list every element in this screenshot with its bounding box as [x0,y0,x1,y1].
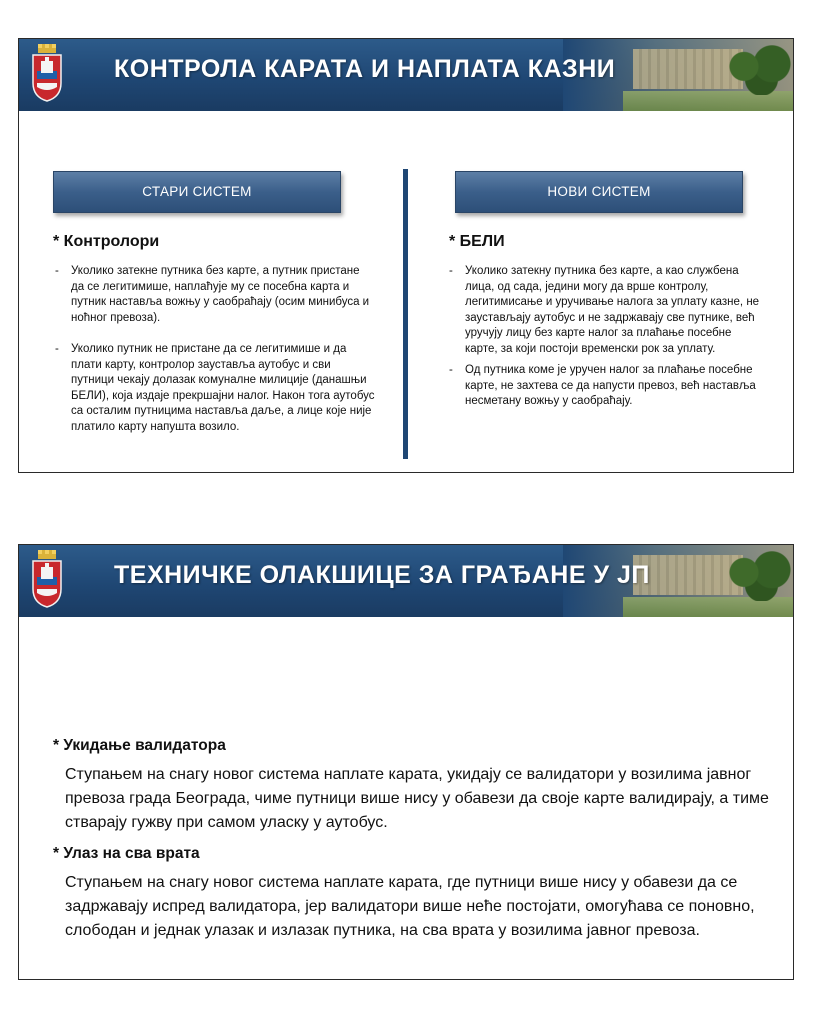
column-divider [403,169,408,459]
new-system-list [449,264,767,416]
list-item: - Уколико затекну путника без карте, а као службена лица, од сада, једини могу да врше контролу, легитимисање и уручивање налога за уплату казне, не заустављају аутобус и не задржавају све путнике, већ уручују лицу без карте налог за плаћање посебне карте, за који постоји временски рок за уплату. [449,264,767,357]
old-system-list [55,264,375,451]
slide-ticket-control [18,38,794,473]
section-text: Ступањем на снагу новог система наплате карата, где путници више нису у обавези да се задржавају испред валидатора, јер валидатори више неће постојати, омогућава се поновно, слободан и једнак улазак и излазак путника, на сва врата у возилима јавног превоза. [65,874,755,939]
slide-title: ТЕХНИЧКЕ ОЛАКШИЦЕ ЗА ГРАЂАНЕ У ЈП [114,561,650,589]
all-doors-entry-section [53,845,773,943]
slide-title: КОНТРОЛА КАРАТА И НАПЛАТА КАЗНИ [114,55,616,83]
validator-removal-section [53,737,773,835]
old-system-heading: * Контролори [53,233,160,250]
slide-technical-improvements [18,544,794,980]
list-item: - Уколико путник не пристане да се легитимише и да плати карту, контролор зауставља аутобус и сви путници чекају долазак комуналне милиције (данашњи БЕЛИ), која издаје прекршајни налог. Након тога аутобус са осталим путницима наставља даље, а лице које није платило карту напушта возило. [55,342,375,435]
list-item: - Од путника коме је уручен налог за плаћање посебне карте, не захтева се да напусти превоз, већ наставља несметану вожњу у саобраћају. [449,363,767,410]
slide-header [19,39,793,111]
slide-header [19,545,793,617]
list-item: - Уколико затекне путника без карте, а путник пристане да се легитимише, наплаћује му се посебна карта и путник наставља вожњу у саобраћају (осим минибуса и ноћног превоза). [55,264,375,326]
section-heading: * Укидање валидатора [53,737,226,754]
new-system-heading: * БЕЛИ [449,233,505,250]
new-system-label: НОВИ СИСТЕМ [455,171,743,213]
section-heading: * Улаз на сва врата [53,845,200,862]
belgrade-coat-of-arms-icon [29,43,65,103]
old-system-label: СТАРИ СИСТЕМ [53,171,341,213]
section-text: Ступањем на снагу новог система наплате карата, укидају се валидатори у возилима јавног превоза града Београда, чиме путници више нису у обавези да своје карте валидирају, а тиме стварају гужву при самом уласку у аутобус. [65,766,769,831]
belgrade-coat-of-arms-icon [29,549,65,609]
